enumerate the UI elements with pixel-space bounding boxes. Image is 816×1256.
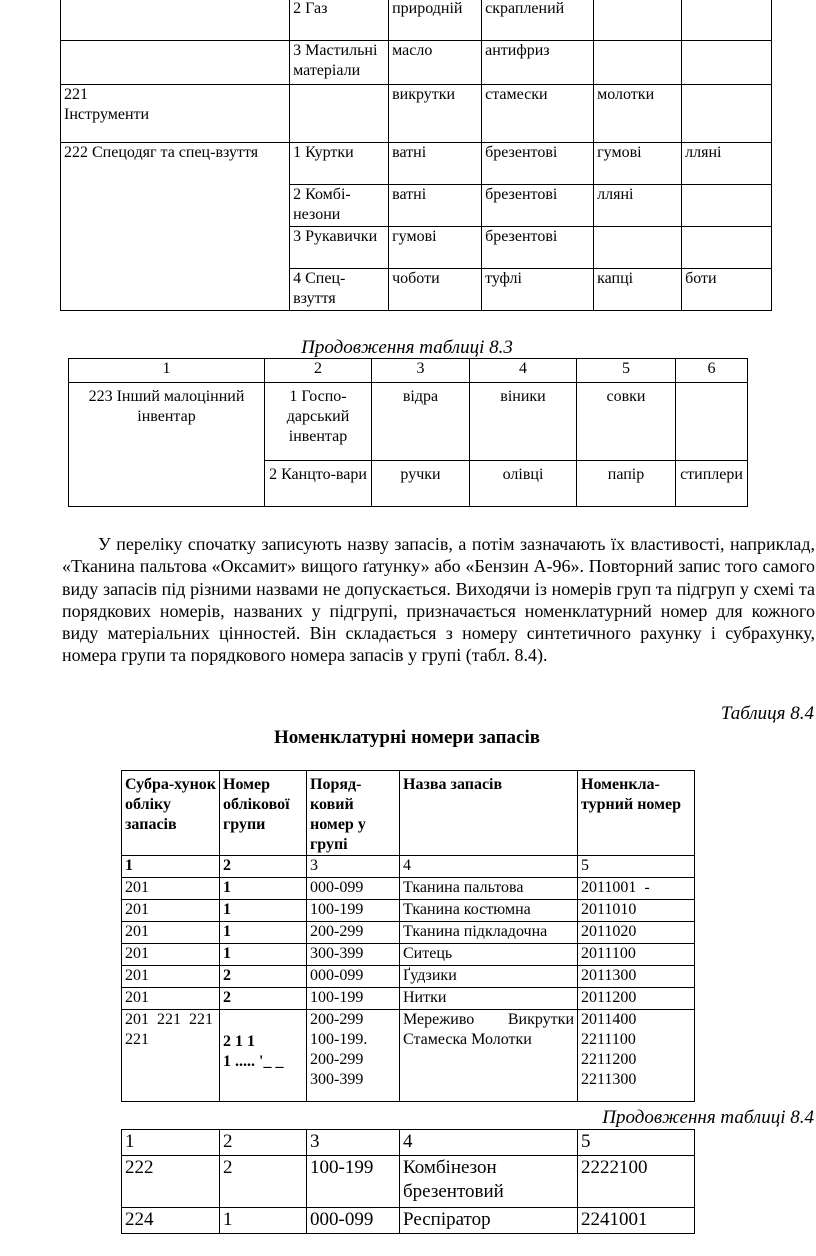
- number-line: 2011400: [581, 1011, 637, 1028]
- column-number: 4: [400, 1130, 578, 1156]
- table-cell: 201: [122, 900, 220, 922]
- table-cell: 100-199: [307, 900, 400, 922]
- table-8-4: [121, 770, 695, 1102]
- table-row: [61, 0, 772, 41]
- table-cell: молотки: [594, 85, 682, 143]
- table-row: [122, 922, 695, 944]
- table-cell: лляні: [594, 185, 682, 227]
- table-row: [122, 966, 695, 988]
- table-cell: масло: [389, 41, 482, 85]
- table-cell: 201: [122, 988, 220, 1010]
- order-line: 100-199.: [310, 1031, 368, 1048]
- group-line: 1 ..... '_ _: [223, 1053, 284, 1070]
- table-cell: 4 Спец-взуття: [290, 269, 389, 311]
- table-cell: 2011010: [578, 900, 695, 922]
- paragraph-text: У переліку спочатку записують назву запасів, а потім зазначають їх властивості, наприклад, «Тканина пальтова «Оксамит» вищого ґатунку» або «Бензин А-96». Повторний запис того самого виду запасів під різними назвами не допускається. Виходячи із номерів груп та підгруп у схемі та порядкових номерів, названих у підгрупі, призначається номенклатурний номер для кожного виду матеріальних цінностей. Він складається з номеру синтетичного рахунку і субрахунку, номера групи та порядкового номера запасів у групі (табл. 8.4).: [62, 534, 815, 666]
- table-cell: викрутки: [389, 85, 482, 143]
- table-cell: 2 Канцто-вари: [265, 461, 372, 507]
- top-table: [60, 0, 772, 311]
- table-cell: 201: [122, 944, 220, 966]
- table-cell: 222: [122, 1156, 220, 1208]
- table-row: [122, 900, 695, 922]
- table-cell: 1: [220, 1208, 307, 1234]
- table-cell: олівці: [470, 461, 577, 507]
- table-row: [122, 856, 695, 878]
- table-cell: 3 Рукавички: [290, 227, 389, 269]
- table-cell: 224: [122, 1208, 220, 1234]
- table-cell: ручки: [372, 461, 470, 507]
- table-row: [61, 41, 772, 85]
- column-number: 5: [578, 1130, 695, 1156]
- table-cell: Нитки: [400, 988, 578, 1010]
- column-header: Назва запасів: [400, 771, 578, 856]
- table-cell: 2011100: [578, 944, 695, 966]
- table-cell: 200-299: [307, 922, 400, 944]
- table-cell: [220, 1010, 307, 1102]
- table-cell: 2: [220, 1156, 307, 1208]
- table-cell: гумові: [389, 227, 482, 269]
- table-cell: 222 Спецодяг та спец-взуття: [61, 143, 290, 311]
- number-line: 2211100: [581, 1031, 636, 1048]
- table-cell: 1 Госпо-дарський інвентар: [265, 383, 372, 461]
- table-cell: 000-099: [307, 966, 400, 988]
- column-header: Поряд-ковий номер у групі: [307, 771, 400, 856]
- table-cell: 1 Куртки: [290, 143, 389, 185]
- column-number: 2: [220, 856, 307, 878]
- table-row: [122, 878, 695, 900]
- order-line: 200-299: [310, 1051, 364, 1068]
- column-number: 2: [265, 359, 372, 383]
- table-caption: Продовження таблиці 8.4: [602, 1107, 814, 1128]
- table-cell: капці: [594, 269, 682, 311]
- table-cell: Тканина костюмна: [400, 900, 578, 922]
- table-cell: стамески: [482, 85, 594, 143]
- column-number: 4: [400, 856, 578, 878]
- table-cell: 000-099: [307, 1208, 400, 1234]
- column-number: 6: [676, 359, 748, 383]
- column-number: 3: [372, 359, 470, 383]
- table-8-3: [68, 358, 748, 507]
- column-number: 1: [69, 359, 265, 383]
- column-header: Номенкла-турний номер: [578, 771, 695, 856]
- table-cell: природній: [389, 0, 482, 41]
- table-cell: 000-099: [307, 878, 400, 900]
- table-row: [122, 1208, 695, 1234]
- table-cell: 100-199: [307, 1156, 400, 1208]
- table-cell: 201: [122, 966, 220, 988]
- column-header: Номер облікової групи: [220, 771, 307, 856]
- table-cell: папір: [577, 461, 676, 507]
- table-header-row: [122, 771, 695, 856]
- table-row: [122, 988, 695, 1010]
- table-title: Номенклатурні номери запасів: [273, 727, 540, 748]
- table-cell: 201: [122, 922, 220, 944]
- table-cell: Комбінезон брезентовий: [400, 1156, 578, 1208]
- order-line: 300-399: [310, 1071, 364, 1088]
- table-cell: боти: [682, 269, 772, 311]
- column-number: 3: [307, 1130, 400, 1156]
- table-cell: Мереживо Викрутки Стамеска Молотки: [400, 1010, 578, 1102]
- table-cell: 3 Мастильні матеріали: [290, 41, 389, 85]
- table-cell: брезентові: [482, 185, 594, 227]
- table-cell: 2011200: [578, 988, 695, 1010]
- order-line: 200-299: [310, 1011, 364, 1028]
- table-cell: 100-199: [307, 988, 400, 1010]
- table-cell: 201 221 221 221: [122, 1010, 220, 1102]
- table-header-row: [69, 359, 748, 383]
- table-label: Таблиця 8.4: [720, 703, 814, 724]
- table-cell: 2222100: [578, 1156, 695, 1208]
- table-row: [61, 85, 772, 143]
- table-cell: лляні: [682, 143, 772, 185]
- table-cell: [307, 1010, 400, 1102]
- table-cell: Ситець: [400, 944, 578, 966]
- table-cell: 221 Інструменти: [61, 85, 290, 143]
- table-cell: 2241001: [578, 1208, 695, 1234]
- table-caption: Продовження таблиці 8.3: [301, 337, 513, 358]
- column-number: 4: [470, 359, 577, 383]
- table-cell: скраплений: [482, 0, 594, 41]
- table-cell: чоботи: [389, 269, 482, 311]
- column-number: 5: [577, 359, 676, 383]
- table-header-row: [122, 1130, 695, 1156]
- table-cell: 201: [122, 878, 220, 900]
- table-cell: 223 Інший малоцінний інвентар: [69, 383, 265, 507]
- table-cell: 2011001 -: [578, 878, 695, 900]
- table-cell: туфлі: [482, 269, 594, 311]
- column-number: 2: [220, 1130, 307, 1156]
- column-header: Субра-хунок обліку запасів: [122, 771, 220, 856]
- table-cell: 1: [220, 944, 307, 966]
- table-cell: [578, 1010, 695, 1102]
- table-row: [122, 1156, 695, 1208]
- column-number: 5: [578, 856, 695, 878]
- table-row: [122, 944, 695, 966]
- table-cell: 2: [220, 988, 307, 1010]
- table-cell: 1: [220, 878, 307, 900]
- column-number: 3: [307, 856, 400, 878]
- table-cell: 300-399: [307, 944, 400, 966]
- table-cell: антифриз: [482, 41, 594, 85]
- table-cell: стиплери: [676, 461, 748, 507]
- table-8-4-continued: [121, 1129, 695, 1234]
- table-cell: 1: [220, 922, 307, 944]
- table-row: [122, 1010, 695, 1102]
- table-cell: 2 Газ: [290, 0, 389, 41]
- table-cell: відра: [372, 383, 470, 461]
- column-number: 1: [122, 856, 220, 878]
- group-line: 2 1 1: [223, 1033, 255, 1050]
- table-cell: совки: [577, 383, 676, 461]
- table-cell: брезентові: [482, 143, 594, 185]
- table-cell: ватні: [389, 185, 482, 227]
- number-line: 2211200: [581, 1051, 637, 1068]
- table-row: [61, 143, 772, 185]
- column-number: 1: [122, 1130, 220, 1156]
- table-cell: 2011020: [578, 922, 695, 944]
- table-cell: Ґудзики: [400, 966, 578, 988]
- table-cell: 2011300: [578, 966, 695, 988]
- table-cell: 2: [220, 966, 307, 988]
- table-cell: 1: [220, 900, 307, 922]
- table-cell: брезентові: [482, 227, 594, 269]
- table-cell: Тканина пальтова: [400, 878, 578, 900]
- table-row: [69, 383, 748, 461]
- number-line: 2211300: [581, 1071, 637, 1088]
- table-cell: гумові: [594, 143, 682, 185]
- table-cell: Респіратор: [400, 1208, 578, 1234]
- table-cell: віники: [470, 383, 577, 461]
- table-cell: 2 Комбі-незони: [290, 185, 389, 227]
- body-paragraph: [62, 533, 815, 667]
- table-cell: ватні: [389, 143, 482, 185]
- table-cell: Тканина підкладочна: [400, 922, 578, 944]
